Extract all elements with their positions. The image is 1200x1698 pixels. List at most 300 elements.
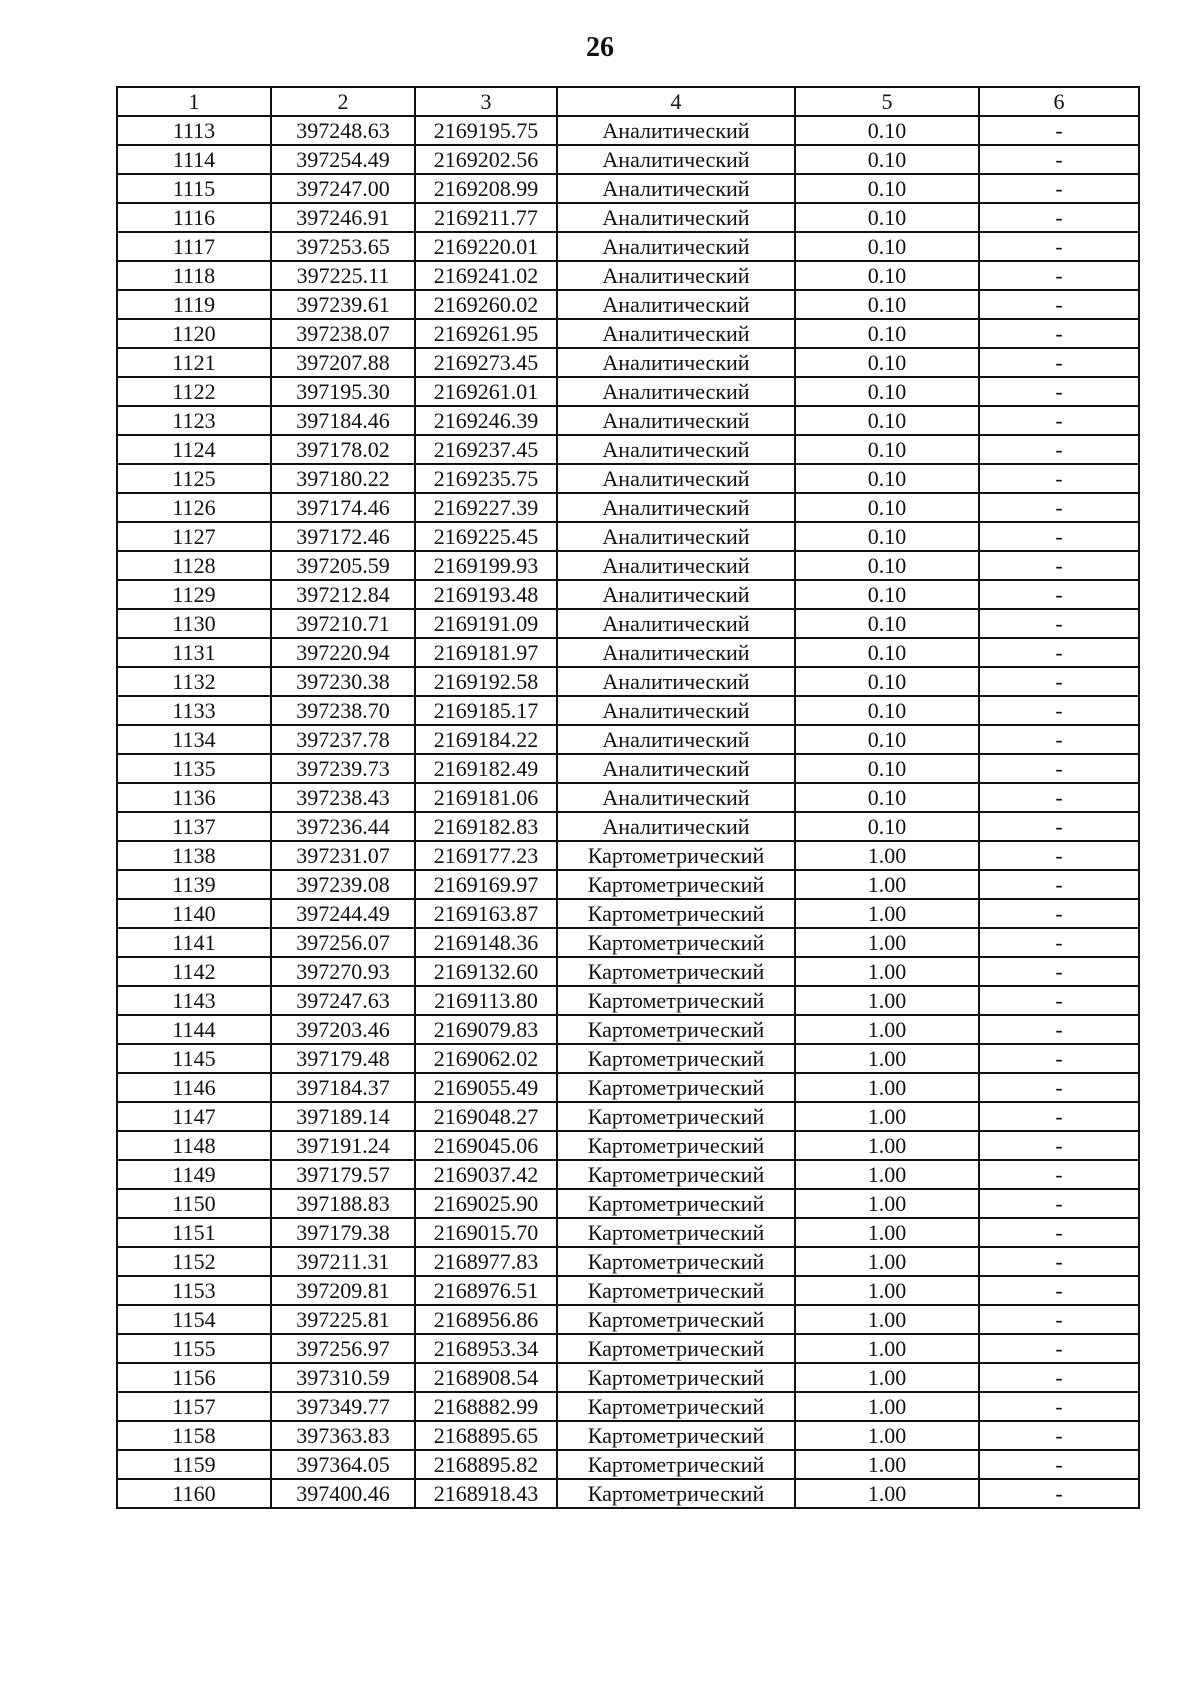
cell-point-number: 1131: [117, 638, 271, 667]
cell-coord-x: 397203.46: [271, 1015, 415, 1044]
table-row: [117, 377, 1139, 406]
cell-method: Аналитический: [557, 638, 795, 667]
cell-coord-x: 397225.11: [271, 261, 415, 290]
cell-method: Картометрический: [557, 1073, 795, 1102]
cell-point-number: 1141: [117, 928, 271, 957]
cell-coord-x: 397189.14: [271, 1102, 415, 1131]
cell-coord-y: 2169062.02: [415, 1044, 557, 1073]
cell-note: -: [979, 522, 1139, 551]
cell-coord-x: 397238.07: [271, 319, 415, 348]
cell-coord-x: 397209.81: [271, 1276, 415, 1305]
cell-method: Аналитический: [557, 522, 795, 551]
cell-point-number: 1152: [117, 1247, 271, 1276]
cell-note: -: [979, 609, 1139, 638]
cell-coord-x: 397239.08: [271, 870, 415, 899]
cell-coord-y: 2168908.54: [415, 1363, 557, 1392]
cell-coord-x: 397191.24: [271, 1131, 415, 1160]
cell-coord-x: 397363.83: [271, 1421, 415, 1450]
cell-coord-y: 2169227.39: [415, 493, 557, 522]
table-row: [117, 406, 1139, 435]
cell-point-number: 1155: [117, 1334, 271, 1363]
cell-coord-x: 397179.57: [271, 1160, 415, 1189]
header-cell-2: 2: [271, 87, 415, 116]
cell-note: -: [979, 957, 1139, 986]
cell-note: -: [979, 696, 1139, 725]
table-row: [117, 870, 1139, 899]
cell-point-number: 1158: [117, 1421, 271, 1450]
cell-method: Картометрический: [557, 986, 795, 1015]
cell-coord-y: 2169132.60: [415, 957, 557, 986]
cell-accuracy: 0.10: [795, 551, 979, 580]
cell-accuracy: 1.00: [795, 957, 979, 986]
cell-coord-y: 2168895.65: [415, 1421, 557, 1450]
cell-coord-x: 397349.77: [271, 1392, 415, 1421]
cell-accuracy: 0.10: [795, 203, 979, 232]
cell-point-number: 1125: [117, 464, 271, 493]
table-body: [117, 87, 1139, 1508]
cell-point-number: 1139: [117, 870, 271, 899]
cell-point-number: 1157: [117, 1392, 271, 1421]
cell-coord-y: 2169260.02: [415, 290, 557, 319]
cell-coord-y: 2168977.83: [415, 1247, 557, 1276]
table-row: [117, 667, 1139, 696]
cell-coord-y: 2168976.51: [415, 1276, 557, 1305]
cell-coord-y: 2169208.99: [415, 174, 557, 203]
cell-accuracy: 1.00: [795, 1218, 979, 1247]
cell-accuracy: 0.10: [795, 319, 979, 348]
cell-note: -: [979, 667, 1139, 696]
cell-coord-y: 2169181.97: [415, 638, 557, 667]
cell-method: Аналитический: [557, 464, 795, 493]
cell-coord-y: 2169184.22: [415, 725, 557, 754]
cell-accuracy: 1.00: [795, 1015, 979, 1044]
cell-note: -: [979, 1044, 1139, 1073]
cell-point-number: 1143: [117, 986, 271, 1015]
cell-coord-x: 397207.88: [271, 348, 415, 377]
cell-coord-x: 397239.61: [271, 290, 415, 319]
cell-coord-y: 2169220.01: [415, 232, 557, 261]
cell-coord-y: 2169181.06: [415, 783, 557, 812]
cell-method: Картометрический: [557, 1363, 795, 1392]
cell-coord-x: 397220.94: [271, 638, 415, 667]
cell-note: -: [979, 1305, 1139, 1334]
cell-note: -: [979, 1102, 1139, 1131]
cell-accuracy: 0.10: [795, 667, 979, 696]
cell-note: -: [979, 638, 1139, 667]
cell-accuracy: 0.10: [795, 174, 979, 203]
cell-accuracy: 1.00: [795, 1334, 979, 1363]
table-row: [117, 1131, 1139, 1160]
cell-coord-x: 397247.63: [271, 986, 415, 1015]
cell-point-number: 1126: [117, 493, 271, 522]
cell-note: -: [979, 435, 1139, 464]
cell-coord-x: 397225.81: [271, 1305, 415, 1334]
table-row: [117, 348, 1139, 377]
table-row: [117, 1421, 1139, 1450]
cell-coord-y: 2168918.43: [415, 1479, 557, 1508]
cell-method: Картометрический: [557, 1392, 795, 1421]
cell-note: -: [979, 986, 1139, 1015]
cell-method: Аналитический: [557, 551, 795, 580]
cell-point-number: 1147: [117, 1102, 271, 1131]
cell-coord-x: 397400.46: [271, 1479, 415, 1508]
cell-coord-y: 2169235.75: [415, 464, 557, 493]
cell-coord-y: 2169191.09: [415, 609, 557, 638]
cell-coord-x: 397256.97: [271, 1334, 415, 1363]
table-row: [117, 812, 1139, 841]
table-row: [117, 319, 1139, 348]
header-cell-4: 4: [557, 87, 795, 116]
table-row: [117, 464, 1139, 493]
cell-note: -: [979, 116, 1139, 145]
table-row: [117, 493, 1139, 522]
cell-method: Картометрический: [557, 1044, 795, 1073]
cell-accuracy: 0.10: [795, 464, 979, 493]
cell-method: Картометрический: [557, 1015, 795, 1044]
cell-coord-y: 2169048.27: [415, 1102, 557, 1131]
cell-method: Картометрический: [557, 1131, 795, 1160]
cell-note: -: [979, 203, 1139, 232]
cell-note: -: [979, 1189, 1139, 1218]
cell-coord-y: 2169273.45: [415, 348, 557, 377]
table-row: [117, 145, 1139, 174]
coordinates-table: [116, 86, 1140, 1509]
cell-method: Картометрический: [557, 1450, 795, 1479]
cell-method: Картометрический: [557, 1218, 795, 1247]
cell-accuracy: 1.00: [795, 1073, 979, 1102]
page-number: 26: [586, 32, 614, 63]
cell-point-number: 1136: [117, 783, 271, 812]
header-cell-6: 6: [979, 87, 1139, 116]
cell-accuracy: 1.00: [795, 1479, 979, 1508]
cell-point-number: 1114: [117, 145, 271, 174]
cell-accuracy: 0.10: [795, 348, 979, 377]
header-cell-5: 5: [795, 87, 979, 116]
cell-coord-x: 397172.46: [271, 522, 415, 551]
cell-coord-y: 2168956.86: [415, 1305, 557, 1334]
cell-method: Картометрический: [557, 1189, 795, 1218]
cell-accuracy: 1.00: [795, 1247, 979, 1276]
cell-method: Аналитический: [557, 580, 795, 609]
cell-coord-y: 2168953.34: [415, 1334, 557, 1363]
cell-method: Аналитический: [557, 667, 795, 696]
cell-point-number: 1130: [117, 609, 271, 638]
cell-accuracy: 1.00: [795, 1305, 979, 1334]
cell-coord-x: 397236.44: [271, 812, 415, 841]
table-row: [117, 261, 1139, 290]
table-row: [117, 1305, 1139, 1334]
table-row: [117, 1015, 1139, 1044]
cell-point-number: 1159: [117, 1450, 271, 1479]
table-row: [117, 1392, 1139, 1421]
cell-method: Картометрический: [557, 957, 795, 986]
cell-coord-y: 2169015.70: [415, 1218, 557, 1247]
cell-coord-x: 397195.30: [271, 377, 415, 406]
table-row: [117, 1189, 1139, 1218]
cell-coord-x: 397210.71: [271, 609, 415, 638]
cell-point-number: 1133: [117, 696, 271, 725]
table-row: [117, 725, 1139, 754]
cell-point-number: 1137: [117, 812, 271, 841]
cell-point-number: 1115: [117, 174, 271, 203]
table-row: [117, 1160, 1139, 1189]
table-row: [117, 1479, 1139, 1508]
cell-coord-y: 2169169.97: [415, 870, 557, 899]
cell-note: -: [979, 261, 1139, 290]
cell-method: Аналитический: [557, 174, 795, 203]
cell-accuracy: 0.10: [795, 261, 979, 290]
table-row: [117, 899, 1139, 928]
cell-accuracy: 0.10: [795, 580, 979, 609]
cell-note: -: [979, 348, 1139, 377]
cell-note: -: [979, 1479, 1139, 1508]
cell-note: -: [979, 493, 1139, 522]
cell-coord-x: 397179.38: [271, 1218, 415, 1247]
cell-coord-x: 397247.00: [271, 174, 415, 203]
cell-method: Аналитический: [557, 493, 795, 522]
table-row: [117, 1247, 1139, 1276]
cell-accuracy: 0.10: [795, 725, 979, 754]
cell-coord-x: 397238.43: [271, 783, 415, 812]
cell-point-number: 1148: [117, 1131, 271, 1160]
cell-coord-x: 397184.37: [271, 1073, 415, 1102]
cell-coord-y: 2169225.45: [415, 522, 557, 551]
cell-note: -: [979, 174, 1139, 203]
cell-method: Картометрический: [557, 841, 795, 870]
cell-note: -: [979, 1160, 1139, 1189]
cell-coord-y: 2169177.23: [415, 841, 557, 870]
cell-coord-y: 2169211.77: [415, 203, 557, 232]
cell-accuracy: 0.10: [795, 145, 979, 174]
cell-method: Аналитический: [557, 232, 795, 261]
cell-method: Аналитический: [557, 116, 795, 145]
cell-method: Аналитический: [557, 696, 795, 725]
cell-coord-y: 2169055.49: [415, 1073, 557, 1102]
cell-point-number: 1124: [117, 435, 271, 464]
cell-method: Аналитический: [557, 754, 795, 783]
cell-method: Картометрический: [557, 870, 795, 899]
cell-method: Аналитический: [557, 406, 795, 435]
cell-accuracy: 1.00: [795, 1421, 979, 1450]
cell-coord-y: 2169237.45: [415, 435, 557, 464]
cell-coord-y: 2169182.83: [415, 812, 557, 841]
cell-accuracy: 1.00: [795, 1363, 979, 1392]
cell-point-number: 1149: [117, 1160, 271, 1189]
cell-point-number: 1128: [117, 551, 271, 580]
table-row: [117, 1218, 1139, 1247]
cell-coord-x: 397180.22: [271, 464, 415, 493]
cell-coord-y: 2169079.83: [415, 1015, 557, 1044]
table-row: [117, 1102, 1139, 1131]
cell-method: Картометрический: [557, 899, 795, 928]
cell-note: -: [979, 1131, 1139, 1160]
cell-coord-x: 397364.05: [271, 1450, 415, 1479]
table-row: [117, 580, 1139, 609]
cell-coord-y: 2169261.01: [415, 377, 557, 406]
cell-accuracy: 0.10: [795, 696, 979, 725]
cell-coord-y: 2168895.82: [415, 1450, 557, 1479]
cell-method: Аналитический: [557, 725, 795, 754]
cell-point-number: 1122: [117, 377, 271, 406]
cell-coord-x: 397256.07: [271, 928, 415, 957]
cell-coord-y: 2169193.48: [415, 580, 557, 609]
header-row: [117, 87, 1139, 116]
cell-accuracy: 0.10: [795, 609, 979, 638]
cell-method: Аналитический: [557, 609, 795, 638]
cell-accuracy: 1.00: [795, 1131, 979, 1160]
cell-point-number: 1120: [117, 319, 271, 348]
cell-note: -: [979, 783, 1139, 812]
cell-point-number: 1138: [117, 841, 271, 870]
cell-method: Аналитический: [557, 812, 795, 841]
cell-accuracy: 0.10: [795, 638, 979, 667]
cell-coord-x: 397253.65: [271, 232, 415, 261]
cell-accuracy: 0.10: [795, 812, 979, 841]
cell-note: -: [979, 145, 1139, 174]
cell-accuracy: 1.00: [795, 1160, 979, 1189]
cell-note: -: [979, 1073, 1139, 1102]
cell-coord-x: 397310.59: [271, 1363, 415, 1392]
cell-note: -: [979, 580, 1139, 609]
cell-accuracy: 1.00: [795, 1450, 979, 1479]
cell-coord-x: 397184.46: [271, 406, 415, 435]
cell-point-number: 1113: [117, 116, 271, 145]
cell-accuracy: 0.10: [795, 116, 979, 145]
cell-note: -: [979, 1276, 1139, 1305]
table-row: [117, 783, 1139, 812]
cell-coord-x: 397212.84: [271, 580, 415, 609]
cell-note: -: [979, 870, 1139, 899]
cell-coord-y: 2169163.87: [415, 899, 557, 928]
cell-note: -: [979, 1421, 1139, 1450]
cell-accuracy: 1.00: [795, 870, 979, 899]
cell-point-number: 1154: [117, 1305, 271, 1334]
cell-coord-x: 397237.78: [271, 725, 415, 754]
cell-accuracy: 1.00: [795, 986, 979, 1015]
table-row: [117, 986, 1139, 1015]
cell-coord-y: 2169246.39: [415, 406, 557, 435]
table-row: [117, 290, 1139, 319]
cell-note: -: [979, 406, 1139, 435]
cell-accuracy: 0.10: [795, 290, 979, 319]
cell-coord-x: 397178.02: [271, 435, 415, 464]
cell-note: -: [979, 290, 1139, 319]
cell-accuracy: 0.10: [795, 522, 979, 551]
table-row: [117, 841, 1139, 870]
cell-coord-x: 397188.83: [271, 1189, 415, 1218]
cell-coord-x: 397254.49: [271, 145, 415, 174]
cell-point-number: 1145: [117, 1044, 271, 1073]
cell-accuracy: 1.00: [795, 1189, 979, 1218]
cell-method: Картометрический: [557, 1160, 795, 1189]
cell-point-number: 1156: [117, 1363, 271, 1392]
cell-accuracy: 0.10: [795, 232, 979, 261]
cell-accuracy: 0.10: [795, 493, 979, 522]
cell-point-number: 1150: [117, 1189, 271, 1218]
cell-coord-x: 397174.46: [271, 493, 415, 522]
cell-note: -: [979, 1334, 1139, 1363]
cell-point-number: 1132: [117, 667, 271, 696]
table-row: [117, 551, 1139, 580]
cell-method: Аналитический: [557, 783, 795, 812]
cell-coord-y: 2169202.56: [415, 145, 557, 174]
cell-method: Аналитический: [557, 377, 795, 406]
cell-coord-x: 397231.07: [271, 841, 415, 870]
cell-method: Аналитический: [557, 290, 795, 319]
cell-note: -: [979, 1247, 1139, 1276]
table-row: [117, 1334, 1139, 1363]
cell-note: -: [979, 319, 1139, 348]
cell-point-number: 1119: [117, 290, 271, 319]
cell-method: Картометрический: [557, 1479, 795, 1508]
table-row: [117, 957, 1139, 986]
cell-note: -: [979, 1392, 1139, 1421]
table-row: [117, 928, 1139, 957]
cell-point-number: 1160: [117, 1479, 271, 1508]
cell-point-number: 1135: [117, 754, 271, 783]
cell-method: Аналитический: [557, 145, 795, 174]
cell-point-number: 1129: [117, 580, 271, 609]
cell-accuracy: 0.10: [795, 377, 979, 406]
cell-point-number: 1144: [117, 1015, 271, 1044]
cell-coord-x: 397239.73: [271, 754, 415, 783]
cell-coord-x: 397270.93: [271, 957, 415, 986]
cell-coord-y: 2169037.42: [415, 1160, 557, 1189]
cell-accuracy: 1.00: [795, 1392, 979, 1421]
cell-coord-x: 397248.63: [271, 116, 415, 145]
cell-point-number: 1134: [117, 725, 271, 754]
cell-accuracy: 1.00: [795, 899, 979, 928]
cell-coord-x: 397238.70: [271, 696, 415, 725]
table-row: [117, 754, 1139, 783]
table-row: [117, 1276, 1139, 1305]
table-row: [117, 435, 1139, 464]
cell-accuracy: 0.10: [795, 783, 979, 812]
cell-coord-x: 397244.49: [271, 899, 415, 928]
cell-coord-y: 2169045.06: [415, 1131, 557, 1160]
table-row: [117, 203, 1139, 232]
cell-accuracy: 0.10: [795, 754, 979, 783]
table-row: [117, 522, 1139, 551]
cell-method: Аналитический: [557, 261, 795, 290]
header-cell-1: 1: [117, 87, 271, 116]
cell-note: -: [979, 1015, 1139, 1044]
cell-method: Картометрический: [557, 1102, 795, 1131]
table-row: [117, 1044, 1139, 1073]
cell-coord-y: 2169025.90: [415, 1189, 557, 1218]
cell-note: -: [979, 464, 1139, 493]
cell-note: -: [979, 754, 1139, 783]
cell-method: Картометрический: [557, 1334, 795, 1363]
cell-note: -: [979, 232, 1139, 261]
table-row: [117, 696, 1139, 725]
cell-method: Картометрический: [557, 1247, 795, 1276]
cell-coord-y: 2169113.80: [415, 986, 557, 1015]
cell-coord-y: 2169199.93: [415, 551, 557, 580]
cell-coord-x: 397230.38: [271, 667, 415, 696]
cell-point-number: 1146: [117, 1073, 271, 1102]
cell-coord-x: 397246.91: [271, 203, 415, 232]
cell-coord-y: 2169241.02: [415, 261, 557, 290]
cell-method: Аналитический: [557, 203, 795, 232]
cell-method: Аналитический: [557, 348, 795, 377]
cell-note: -: [979, 1363, 1139, 1392]
cell-note: -: [979, 928, 1139, 957]
header-cell-3: 3: [415, 87, 557, 116]
cell-method: Картометрический: [557, 1276, 795, 1305]
table-row: [117, 116, 1139, 145]
cell-accuracy: 1.00: [795, 1102, 979, 1131]
